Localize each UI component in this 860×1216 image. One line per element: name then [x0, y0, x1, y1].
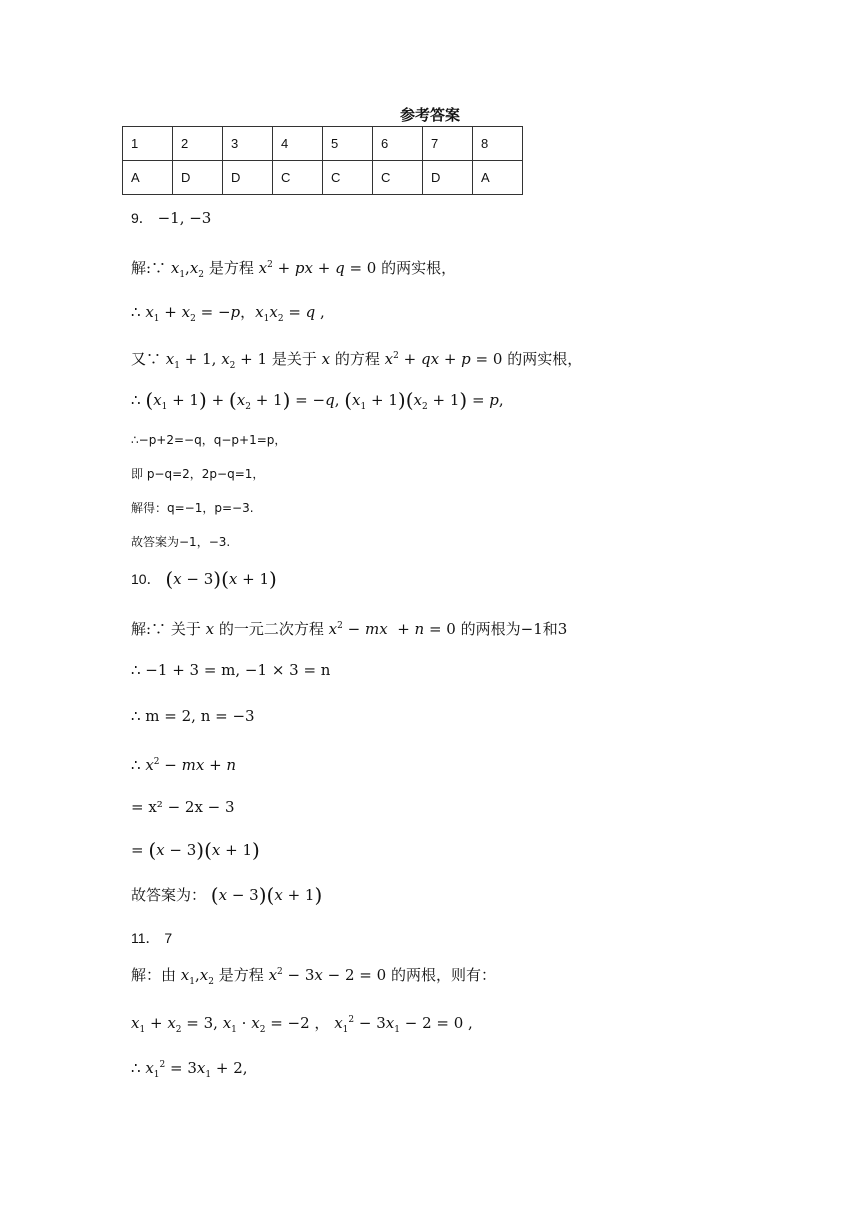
table-cell: 5 [323, 127, 373, 161]
formula: $x^2$ + qx + p = 0 [384, 350, 503, 368]
formula: $x_1 + 1$, $x_2 + 1$ [165, 350, 268, 371]
q10-line-1 [131, 616, 567, 639]
q10-line-7 [131, 885, 322, 905]
therefore-symbol: ∴ [131, 303, 141, 321]
q9-text: 又∵ [131, 350, 162, 368]
q9-text: 是方程 [208, 259, 254, 277]
table-row-numbers [123, 127, 523, 161]
q9-answer: −1, −3 [157, 209, 212, 227]
formula: ∴ $x^2$ − mx + n [131, 756, 237, 774]
q11-line-2 [131, 1010, 473, 1040]
q9-line-3 [131, 346, 582, 376]
q10-text: 的两根为−1和3 [460, 620, 568, 638]
table-cell: A [473, 161, 523, 195]
q10-answer: (x − 3)(x + 1) [165, 567, 277, 591]
formula: ∴ $x_1^2 = 3x_1 + 2$, [131, 1059, 248, 1080]
q10-line-6 [131, 840, 260, 860]
table-cell: C [323, 161, 373, 195]
formula: $x_1,x_2$ [180, 966, 214, 987]
q10-text: 故答案为： [131, 886, 207, 904]
q10-number: 10． [131, 571, 161, 587]
q9-text: 的方程 [334, 350, 380, 368]
q9-number: 9． [131, 210, 153, 226]
table-row-answers [123, 161, 523, 195]
q9-line-2 [131, 302, 325, 329]
formula: ∴ $(x_1 + 1) + (x_2 + 1) = -q$, $(x_1 + 1)(x_2 + 1) = p$, [131, 388, 504, 412]
q10-text: 的一元二次方程 [218, 620, 324, 638]
table-cell: 1 [123, 127, 173, 161]
formula: = (x − 3)(x + 1) [131, 838, 260, 862]
q9-text: 的两实根， [507, 350, 583, 368]
formula: $x_1 + x_2 = 3$, $x_1 \cdot x_2 = -2$ ， $x_1^2 - 3x_1 - 2 = 0$ , [131, 1014, 473, 1035]
formula: $x^2$ − mx + n = 0 [328, 620, 456, 638]
formula: $x^2$ + px + q = 0 [258, 259, 377, 277]
formula: x [205, 620, 215, 638]
q11-text: 是方程 [218, 966, 264, 984]
q9-line-1 [131, 255, 456, 285]
table-cell: D [223, 161, 273, 195]
q9-line-7: 解得：q=−1，p=−3. [131, 501, 254, 515]
q10-line-2: ∴ −1 + 3 = m, −1 × 3 = n [131, 661, 331, 679]
formula: $x_1,x_2$ [170, 259, 205, 280]
answer-table [122, 126, 523, 195]
table-cell: D [173, 161, 223, 195]
formula: $x_1 + x_2 = -p$，$x_1x_2 = q$ , [145, 303, 325, 324]
q11-text: 解：由 [131, 966, 177, 984]
table-cell: 4 [273, 127, 323, 161]
table-cell: 7 [423, 127, 473, 161]
q9-line-4 [131, 390, 504, 417]
formula: x [321, 350, 331, 368]
q9-line-6: 即 p−q=2，2p−q=1， [131, 467, 265, 481]
q11-line-3 [131, 1055, 248, 1085]
table-cell: 8 [473, 127, 523, 161]
formula: (x − 3)(x + 1) [210, 883, 323, 907]
table-cell: 6 [373, 127, 423, 161]
q9-line-8: 故答案为−1，−3. [131, 535, 231, 549]
table-cell: C [273, 161, 323, 195]
table-cell: A [123, 161, 173, 195]
q9-heading [131, 208, 211, 228]
q10-heading [131, 569, 277, 589]
table-cell: 2 [173, 127, 223, 161]
table-cell: C [373, 161, 423, 195]
table-cell: 3 [223, 127, 273, 161]
q9-text: 是关于 [271, 350, 317, 368]
q9-text: 解:∵ [131, 259, 167, 277]
q10-line-4 [131, 752, 236, 775]
formula: $x^2 - 3x - 2 = 0$ [268, 966, 387, 984]
q10-line-3: ∴ m = 2, n = −3 [131, 707, 255, 725]
q11-answer: 7 [164, 930, 173, 946]
q10-text: 解:∵ 关于 [131, 620, 201, 638]
q11-number: 11． [131, 930, 160, 946]
q11-heading [131, 928, 172, 948]
q11-line-1 [131, 962, 496, 992]
q9-text: 的两实根， [381, 259, 457, 277]
q10-line-5: = x² − 2x − 3 [131, 798, 235, 816]
q9-line-5: ∴−p+2=−q，q−p+1=p， [131, 433, 287, 447]
q11-text: 的两根，则有： [390, 966, 496, 984]
page-title: 参考答案 [399, 106, 460, 124]
table-cell: D [423, 161, 473, 195]
